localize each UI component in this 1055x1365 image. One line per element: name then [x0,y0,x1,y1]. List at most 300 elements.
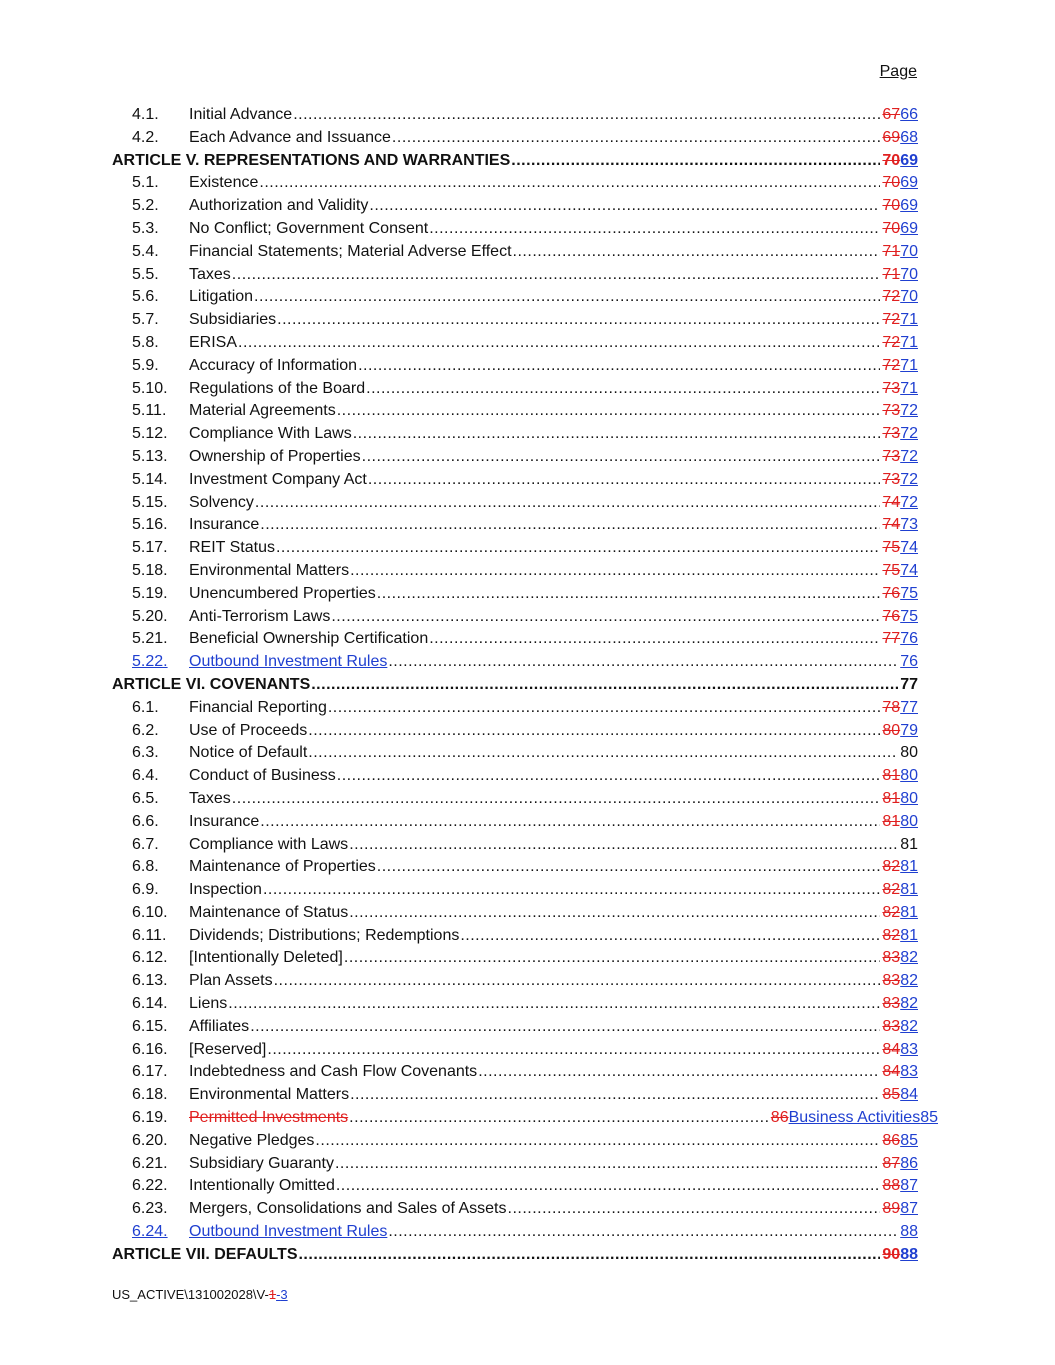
page-number-inserted[interactable]: 87 [900,1177,918,1195]
dot-leader [315,1130,880,1153]
toc-section-title: Material Agreements [189,402,336,420]
dot-leader [460,925,880,948]
page-number-inserted[interactable]: 69 [900,174,918,192]
toc-entry [189,1175,918,1198]
toc-row[interactable] [112,1016,918,1039]
dot-leader [232,788,881,811]
toc-row[interactable] [112,606,918,629]
toc-section-number: 5.5. [132,265,159,283]
toc-row[interactable] [112,1130,918,1153]
dot-leader [308,742,898,765]
toc-page-number [898,674,918,697]
toc-row[interactable] [112,492,918,515]
toc-page-number [880,1061,918,1084]
toc-section-number: 5.8. [132,333,159,351]
toc-row[interactable] [112,469,918,492]
page-number-deleted: 83 [882,972,901,990]
toc-section-title: ERISA [189,333,238,351]
toc-section-title: Maintenance of Status [189,903,349,921]
toc-entry [189,537,918,560]
toc-section-number: 6.6. [132,812,159,830]
toc-row[interactable] [112,423,918,446]
toc-entry [189,902,918,925]
toc-section-number: 5.13. [132,447,168,465]
page-number-deleted: 67 [882,106,901,123]
toc-entry [189,355,918,378]
toc-section-number: 5.11. [132,402,167,420]
toc-row[interactable] [112,902,918,925]
toc-page-number [880,355,918,378]
page-number-deleted: 76 [882,607,901,625]
toc-section-number: 6.21. [132,1154,168,1172]
page-number-deleted: 82 [882,858,901,876]
page-number-deleted: 72 [882,333,901,351]
toc-row[interactable] [112,104,918,127]
toc-entry [189,332,918,355]
toc-page-number [880,172,918,195]
dot-leader [511,150,880,173]
toc-row[interactable] [112,355,918,378]
toc-row[interactable] [112,1084,918,1107]
toc-section-title: Maintenance of Properties [189,858,376,876]
dot-leader [274,970,881,993]
toc-entry [189,492,918,515]
dot-leader [228,993,880,1016]
page-number-inserted[interactable]: 80 [900,812,918,830]
toc-row[interactable] [112,628,918,651]
dot-leader [429,218,880,241]
dot-leader [250,1016,880,1039]
toc-page-number [898,834,918,857]
toc-section-title: [Intentionally Deleted] [189,949,343,967]
toc-section-title: Subsidiary Guaranty [189,1154,334,1172]
toc-section-title: Conduct of Business [189,767,336,785]
toc-row[interactable] [112,697,918,720]
toc-row[interactable] [112,720,918,743]
toc-section-title: Environmental Matters [189,1086,350,1104]
toc-entry [189,583,918,606]
toc-row[interactable] [112,1221,918,1244]
toc-row[interactable] [112,400,918,423]
toc-section-title: Beneficial Ownership Certification [189,630,429,648]
page-number-deleted: 71 [882,265,901,283]
toc-row[interactable] [112,195,918,218]
toc-entry [189,172,918,195]
toc-section-number: 6.10. [132,903,168,921]
toc-page-number [880,378,918,401]
toc-page-number [880,1198,918,1221]
toc-section-number: 6.16. [132,1040,168,1058]
toc-section-number: 6.14. [132,995,168,1013]
page-number-inserted[interactable]: 71 [900,356,918,374]
page-number-inserted[interactable]: 85 [920,1109,938,1127]
toc-section-number: 5.6. [132,288,159,306]
page-number-deleted: 87 [882,1154,901,1172]
toc-entry [112,674,918,697]
page-number-inserted[interactable]: 72 [900,425,918,443]
dot-leader [311,674,898,697]
toc-section-number: 6.24. [132,1223,168,1241]
page-number-text: 81 [900,835,918,853]
page-label: Page [879,63,917,80]
toc-section-title: Liens [189,995,228,1013]
toc-section-number: 5.4. [132,242,159,260]
page-number-deleted: 75 [882,539,901,557]
toc-section-number: 6.19. [132,1109,168,1127]
toc-page-number [880,218,918,241]
toc-row[interactable] [112,332,918,355]
page-number-inserted[interactable]: 82 [900,972,918,990]
page-number-inserted[interactable]: 80 [900,767,918,785]
page-number-inserted[interactable]: 70 [900,242,918,260]
toc-row[interactable] [112,1175,918,1198]
page-number-inserted[interactable]: 77 [900,698,918,716]
toc-entry [189,218,918,241]
toc-section-number: 5.10. [132,379,168,397]
toc-row[interactable] [112,446,918,469]
doc-version-inserted: 3 [280,1287,288,1302]
toc-page-number [880,537,918,560]
page-number-inserted[interactable]: 87 [900,1200,918,1218]
toc-page-number [880,925,918,948]
page-number-inserted[interactable]: 69 [900,151,918,169]
page-number-inserted[interactable]: 88 [900,1245,918,1263]
footer-doc-id [112,1287,288,1302]
dot-leader [331,606,880,629]
dot-leader [337,765,881,788]
toc-row[interactable] [112,879,918,902]
page-number-inserted[interactable]: 72 [900,493,918,511]
toc-row[interactable] [112,127,918,150]
toc-page-number [880,720,918,743]
page-number-deleted: 73 [882,379,901,397]
page-number-inserted[interactable]: 76 [900,630,918,648]
dot-leader [293,104,880,127]
toc-entry [189,378,918,401]
toc-article-row[interactable] [112,674,918,697]
toc-entry [189,697,918,720]
toc-entry [189,651,918,674]
toc-section-number: 5.2. [132,197,159,215]
dot-leader [478,1061,880,1084]
toc-section-number: 6.7. [132,835,159,853]
toc-entry [189,1016,918,1039]
toc-page-number [880,492,918,515]
toc-section-title: Insurance [189,516,260,534]
page-number-inserted[interactable]: 81 [900,903,918,921]
dot-leader [238,332,880,355]
page-number-inserted[interactable]: 82 [900,949,918,967]
dot-leader [369,195,880,218]
page-number-inserted[interactable]: 71 [900,379,918,397]
toc-section-title: Affiliates [189,1017,250,1035]
toc-entry [189,104,918,127]
dot-leader [260,514,880,537]
dot-leader [377,856,881,879]
page-number-deleted: 72 [882,356,901,374]
page-number-inserted[interactable]: 66 [900,106,918,123]
toc-section-title: Permitted Investments [189,1109,349,1127]
page-number-inserted[interactable]: 71 [900,333,918,351]
toc-page-number [880,332,918,355]
page-number-text: 80 [900,744,918,762]
toc-page-number [880,1244,918,1267]
page-number-deleted: 76 [882,584,901,602]
toc-page-number [880,628,918,651]
toc-row[interactable] [112,856,918,879]
toc-section-title: Each Advance and Issuance [189,128,391,146]
toc-row[interactable] [112,925,918,948]
toc-section-number: 5.20. [132,607,168,625]
toc-row[interactable] [112,172,918,195]
toc-entry [189,1084,918,1107]
toc-section-number: 5.17. [132,539,168,557]
toc-entry [112,150,918,173]
page-number-inserted[interactable]: 81 [900,881,918,899]
toc-row[interactable] [112,309,918,332]
toc-article-row[interactable] [112,150,918,173]
toc-row[interactable] [112,765,918,788]
toc-page-number [880,606,918,629]
toc-entry [189,309,918,332]
toc-section-number: 6.13. [132,972,168,990]
toc-row[interactable] [112,514,918,537]
toc-row[interactable] [112,1198,918,1221]
page-number-deleted: 73 [882,447,901,465]
page-number-inserted[interactable]: 69 [900,197,918,215]
toc-section-title: Solvency [189,493,254,511]
page-number-deleted: 81 [882,789,901,807]
toc-page-number [880,400,918,423]
page-number-inserted[interactable]: 80 [900,789,918,807]
toc-row[interactable] [112,1107,938,1130]
toc-row[interactable] [112,1039,918,1062]
dot-leader [349,834,898,857]
page-number-deleted: 90 [882,1245,901,1263]
toc-row[interactable] [112,970,918,993]
page-number-inserted[interactable]: 76 [900,653,918,671]
toc-row[interactable] [112,947,918,970]
page-number-inserted[interactable]: 69 [900,219,918,237]
toc-entry [189,606,918,629]
toc-page-number [880,1153,918,1176]
page-number-deleted: 74 [882,493,901,511]
toc-row[interactable] [112,651,918,674]
toc-page-number [880,446,918,469]
toc-entry [189,970,918,993]
toc-page-number [880,902,918,925]
toc-section-number: 6.12. [132,949,168,967]
page-number-deleted: 72 [882,288,901,306]
toc-page-number [880,264,918,287]
page-number-inserted[interactable]: 70 [900,288,918,306]
toc-page-number [880,286,918,309]
page-number-inserted[interactable]: 75 [900,607,918,625]
toc-section-number: 4.1. [132,106,159,123]
toc-section-number: 6.23. [132,1200,168,1218]
toc-section-title: Litigation [189,288,254,306]
toc-section-number: 6.8. [132,858,159,876]
page-number-inserted[interactable]: 81 [900,858,918,876]
toc-row[interactable] [112,218,918,241]
toc-row[interactable] [112,264,918,287]
toc-section-title: Outbound Investment Rules [189,653,388,671]
page-number-inserted[interactable]: 72 [900,447,918,465]
dot-leader [255,492,880,515]
toc-section-title: Unencumbered Properties [189,584,376,602]
page-number-inserted[interactable]: 72 [900,402,918,420]
toc-section-title: Indebtedness and Cash Flow Covenants [189,1063,478,1081]
page-number-inserted[interactable]: 82 [900,995,918,1013]
page-number-deleted: 86 [770,1109,789,1127]
dot-leader [263,879,880,902]
toc-section-title: Investment Company Act [189,470,367,488]
dot-leader [267,1039,880,1062]
toc-row[interactable] [112,583,918,606]
page-number-deleted: 77 [882,630,901,648]
dot-leader [336,1175,881,1198]
toc-section-title: Initial Advance [189,106,293,123]
page-number-deleted: 73 [882,470,901,488]
toc-section-number: 6.9. [132,881,159,899]
toc-row[interactable] [112,560,918,583]
toc-section-number: 6.4. [132,767,159,785]
toc-section-title: ARTICLE VI. COVENANTS [112,675,311,693]
toc-section-title: Plan Assets [189,972,273,990]
toc-section-title: [Reserved] [189,1040,267,1058]
page-number-inserted[interactable]: 83 [900,1040,918,1058]
page-number-deleted: 85 [882,1086,901,1104]
toc-section-number: 5.15. [132,493,168,511]
page-number-inserted[interactable]: 74 [900,561,918,579]
toc-section-number: 6.17. [132,1063,168,1081]
toc-page-number [880,1084,918,1107]
page-number-inserted[interactable]: 71 [900,311,918,329]
page-number-inserted[interactable]: 81 [900,926,918,944]
toc-page-number [880,469,918,492]
page-number-inserted[interactable]: 84 [900,1086,918,1104]
toc-entry [189,400,918,423]
page-number-inserted[interactable]: 70 [900,265,918,283]
page-number-deleted: 73 [882,402,901,420]
toc-row[interactable] [112,286,918,309]
toc-page-number [880,150,918,173]
toc-row[interactable] [112,537,918,560]
page-number-deleted: 70 [882,174,901,192]
toc-entry [189,834,918,857]
toc-page-number [880,104,918,127]
page-number-deleted: 81 [882,767,901,785]
toc-page-number [880,993,918,1016]
dot-leader [276,537,880,560]
page-number-deleted: 84 [882,1063,901,1081]
doc-id-text: US_ACTIVE\131002028\V- [112,1287,269,1302]
toc-page-number [880,309,918,332]
toc-page-number [880,811,918,834]
toc-section-title: Use of Proceeds [189,721,308,739]
page-number-inserted[interactable]: 73 [900,516,918,534]
dot-leader [362,446,881,469]
toc-row[interactable] [112,1153,918,1176]
toc-section-number: 5.7. [132,311,159,329]
toc-row[interactable] [112,788,918,811]
page-number-deleted: 70 [882,151,901,169]
page-number-deleted: 74 [882,516,901,534]
toc-page-number [880,765,918,788]
page-number-deleted: 70 [882,197,901,215]
dot-leader [392,127,880,150]
toc-article-row[interactable] [112,1244,918,1267]
toc-section-number: 5.1. [132,174,159,192]
toc-page-number [898,651,918,674]
page-number-inserted[interactable]: 72 [900,470,918,488]
dot-leader [350,560,880,583]
toc-page-number [898,742,918,765]
page-number-inserted[interactable]: 68 [900,128,918,146]
toc-section-number: 6.20. [132,1131,168,1149]
toc-section-title: Regulations of the Board [189,379,366,397]
toc-row[interactable] [112,378,918,401]
page-number-deleted: 88 [882,1177,901,1195]
page-number-inserted[interactable]: 86 [900,1154,918,1172]
dot-leader [388,651,898,674]
toc-row[interactable] [112,1061,918,1084]
toc-section-title: REIT Status [189,539,275,557]
toc-section-number: 5.3. [132,219,159,237]
toc-section-title: Negative Pledges [189,1131,315,1149]
dot-leader [298,1244,880,1267]
toc-entry [189,925,918,948]
dot-leader [335,1153,880,1176]
toc-row[interactable] [112,241,918,264]
page-number-inserted[interactable]: 85 [900,1131,918,1149]
toc-row[interactable] [112,811,918,834]
page-number-inserted[interactable]: 74 [900,539,918,557]
toc-row[interactable] [112,993,918,1016]
dot-leader [358,355,880,378]
page-number-text: 77 [900,675,918,693]
toc-entry [189,947,918,970]
table-of-contents [112,104,938,1267]
page-number-deleted: 83 [882,995,901,1013]
dot-leader [350,1084,880,1107]
toc-section-title: ARTICLE V. REPRESENTATIONS AND WARRANTIES [112,151,511,169]
toc-section-title: Ownership of Properties [189,447,361,465]
toc-row[interactable] [112,742,918,765]
dot-leader [508,1198,881,1221]
toc-entry [189,423,918,446]
page-number-deleted: 83 [882,949,901,967]
toc-section-title: No Conflict; Government Consent [189,219,429,237]
toc-section-title: Anti-Terrorism Laws [189,607,331,625]
page-number-inserted[interactable]: 82 [900,1017,918,1035]
toc-page-number [880,879,918,902]
toc-entry [189,446,918,469]
toc-entry [189,241,918,264]
page-number-deleted: 71 [882,242,901,260]
dot-leader [353,423,881,446]
toc-section-number: 5.22. [132,653,168,671]
page-number-inserted[interactable]: 75 [900,584,918,602]
dot-leader [337,400,881,423]
page-number-inserted[interactable]: 79 [900,721,918,739]
page-number-inserted[interactable]: 88 [900,1223,918,1241]
page-number-inserted[interactable]: 83 [900,1063,918,1081]
dot-leader [388,1221,898,1244]
toc-section-number: 6.15. [132,1017,168,1035]
toc-page-number [880,514,918,537]
toc-row[interactable] [112,834,918,857]
